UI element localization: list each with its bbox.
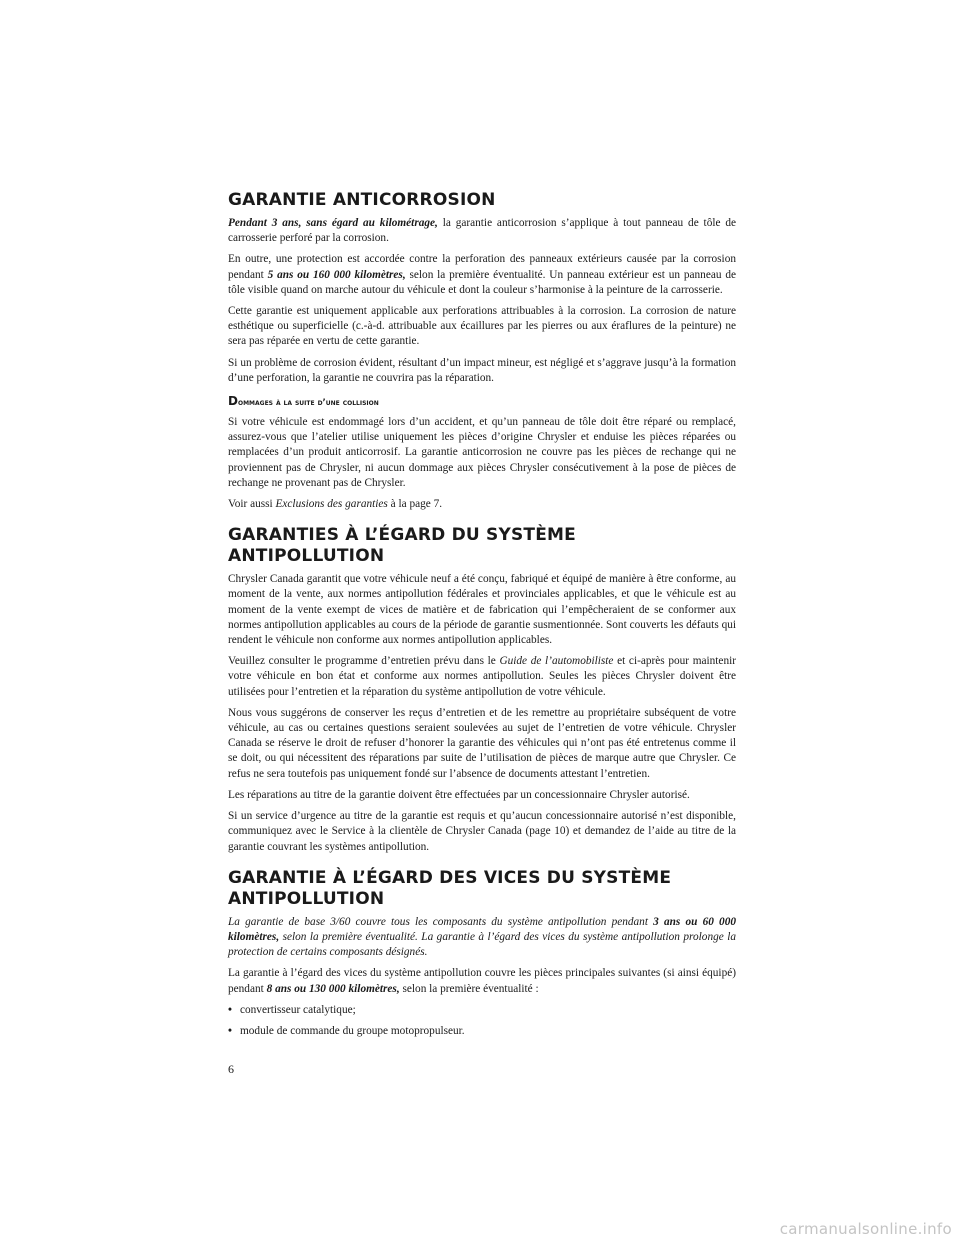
page-number: 6 xyxy=(228,1062,234,1076)
text: selon la première éventualité : xyxy=(399,982,539,995)
paragraph: Chrysler Canada garantit que votre véhicule neuf a été conçu, fabriqué et équipé de manière à être conforme, au moment de la vente, aux normes antipollution fédérales et provinciales applicables, et que le véhicule est au moment de la vente exempt de vices de matière et de fabrication qui l’empêcheraient de se conformer aux normes antipollution applicables au cours de la période de garantie susmentionnée. Sont couverts les défauts qui rendent le véhicule non conforme aux normes antipollution applicables. xyxy=(228,573,736,647)
cross-reference: Guide de l’automobiliste xyxy=(499,655,614,668)
list-item-text: convertisseur catalytique; xyxy=(240,1003,356,1016)
paragraph: Si un service d’urgence au titre de la garantie est requis et qu’aucun concessionnaire autorisé n’est disponible, communiquez avec le Service à la clientèle de Chrysler Canada (page 10) et demandez de l’aide au titre de la garantie couvrant les systèmes antipollution. xyxy=(228,810,736,853)
text: Voir aussi xyxy=(228,498,276,511)
text: selon la première éventualité. Un panneau extérieur est un panneau de tôle visible quand on marche autour du véhicule et dont la couleur s’harmonise à la peinture de la carrosserie. xyxy=(228,268,736,296)
heading-garanties-antipollution: GARANTIES À L’ÉGARD DU SYSTÈME ANTIPOLLUTION xyxy=(228,525,576,567)
paragraph xyxy=(228,966,736,996)
emphasis: 3 ans ou 60 000 kilomètres, xyxy=(228,915,736,943)
watermark: carmanualsonline.info xyxy=(779,1220,952,1238)
text: et ci-après pour maintenir votre véhicule en bon état et conforme aux normes antipollution. Seules les pièces Chrysler doivent être utilisées pour l’entretien et la réparation du système antipollution de votre véhicule. xyxy=(228,655,736,698)
emphasis: 8 ans ou 130 000 kilomètres, xyxy=(266,982,400,995)
paragraph: Cette garantie est uniquement applicable aux perforations attribuables à la corrosion. La corrosion de nature esthétique ou superficielle (c.-à-d. attribuable aux écaillures par les pierres ou aux éraflures de la peinture) ne sera pas réparée en vertu de cette garantie. xyxy=(228,305,736,348)
heading-garantie-anticorrosion: GARANTIE ANTICORROSION xyxy=(228,190,496,210)
emphasis: 5 ans ou 160 000 kilomètres, xyxy=(267,268,406,281)
subheading-initial: D xyxy=(228,394,238,409)
paragraph: Les réparations au titre de la garantie doivent être effectuées par un concessionnaire Chrysler autorisé. xyxy=(228,788,690,801)
list-item xyxy=(228,1003,736,1018)
text: En outre, une protection est accordée contre la perforation des panneaux extérieurs causée par la corrosion pendant xyxy=(228,253,736,281)
text: la garantie anticorrosion s’applique à tout panneau de tôle de carrosserie perforé par la corrosion. xyxy=(228,217,737,245)
paragraph xyxy=(228,252,736,298)
text: selon la première éventualité. La garantie à l’égard des vices du système antipollution prolonge la protection de certains composants désignés. xyxy=(228,930,736,959)
text: à la page 7. xyxy=(387,498,443,511)
list-item-text: module de commande du groupe motopropulseur. xyxy=(240,1024,465,1037)
paragraph: Si un problème de corrosion évident, résultant d’un impact mineur, est négligé et s’aggrave jusqu’à la formation d’une perforation, la garantie ne couvrira pas la réparation. xyxy=(228,356,736,384)
paragraph xyxy=(228,915,736,961)
list-item xyxy=(228,1024,736,1039)
text: La garantie à l’égard des vices du système antipollution couvre les pièces principales suivantes (si ainsi équipé) pendant xyxy=(228,967,736,995)
heading-line: ANTIPOLLUTION xyxy=(228,888,385,909)
emphasis: Pendant 3 ans, sans égard au kilométrage, xyxy=(228,217,438,229)
paragraph xyxy=(228,216,736,246)
bullet-list xyxy=(228,1003,736,1039)
paragraph xyxy=(228,654,736,700)
subheading-rest: ommages à la suite d’une collision xyxy=(237,398,379,409)
cross-reference: Exclusions des garanties xyxy=(275,498,388,511)
paragraph: Nous vous suggérons de conserver les reçus d’entretien et de les remettre au propriétaire subséquent de votre véhicule, au cas ou certaines questions seraient soulevées au sujet de l’entretien de votre véhicule. Chrysler Canada se réserve le droit de refuser d’honorer la garantie des véhicules qui n’ont pas été entretenus comme il se doit, ou qui nécessitent des réparations par suite de l’utilisation de pièces de marque autre que Chrysler. Ce refus ne sera toutefois pas uniquement fondé sur l’absence de documents attestant l’entretien. xyxy=(228,706,736,780)
text: Veuillez consulter le programme d’entretien prévu dans le xyxy=(228,655,500,668)
page-content xyxy=(228,190,736,1045)
text: La garantie de base 3/60 couvre tous les composants du système antipollution pendant xyxy=(228,915,654,928)
paragraph: Si votre véhicule est endommagé lors d’un accident, et qu’un panneau de tôle doit être réparé ou remplacé, assurez-vous que l’atelier utilise uniquement les pièces d’origine Chrysler et enduise les pièces réparées ou remplacées d’un produit anticorrosif. La garantie anticorrosion ne couvre pas les pièces de rechange qui ne proviennent pas de Chrysler, ni aucun dommage aux pièces Chrysler consécutivement à la pose de pièces de rechange ne provenant pas de Chrysler. xyxy=(228,416,736,489)
bullet-icon: • xyxy=(228,1024,232,1037)
heading-line: GARANTIE À L’ÉGARD DES VICES DU SYSTÈME xyxy=(228,867,672,888)
bullet-icon: • xyxy=(228,1003,232,1016)
paragraph xyxy=(228,497,736,512)
heading-garantie-vices xyxy=(228,868,736,910)
subheading-dommages-collision xyxy=(228,395,736,409)
